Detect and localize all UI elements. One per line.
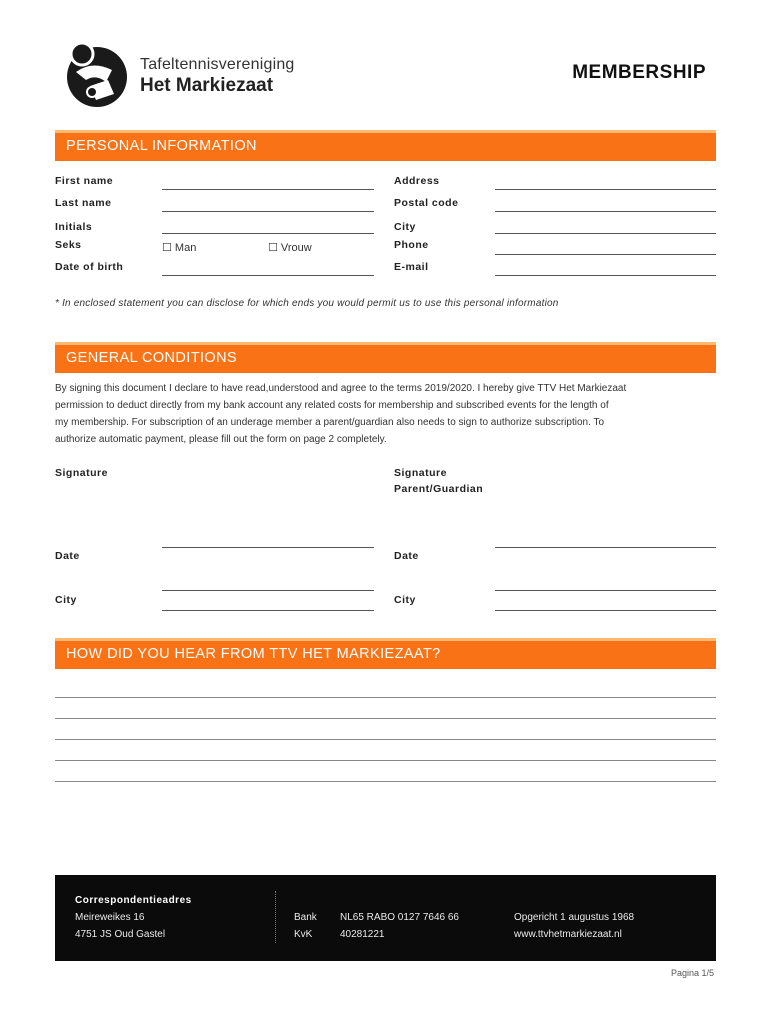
city-label: City <box>394 221 416 233</box>
footer-divider <box>275 891 276 943</box>
date-field-left[interactable] <box>162 590 374 591</box>
founded-date: Opgericht 1 augustus 1968 <box>514 912 635 923</box>
answer-line[interactable] <box>55 697 716 698</box>
initials-label: Initials <box>55 221 93 233</box>
section-personal-information <box>55 130 716 161</box>
city-field-right[interactable] <box>495 610 716 611</box>
date-label-right: Date <box>394 550 419 562</box>
man-checkbox[interactable]: ☐ Man <box>162 242 197 254</box>
phone-label: Phone <box>394 239 429 251</box>
date-of-birth-field[interactable] <box>162 275 374 276</box>
conditions-line: my membership. For subscription of an underage member a parent/guardian also needs to sign to authorize subscription. To <box>55 417 605 428</box>
signature-parent-field[interactable] <box>495 547 716 548</box>
answer-line[interactable] <box>55 760 716 761</box>
logo-text-line2: Het Markiezaat <box>140 75 274 96</box>
privacy-note: * In enclosed statement you can disclose for which ends you would permit us to use this personal information <box>55 298 559 309</box>
answer-line[interactable] <box>55 739 716 740</box>
conditions-line: authorize automatic payment, please fill out the form on page 2 completely. <box>55 434 387 445</box>
signature-parent-label-line2: Parent/Guardian <box>394 483 484 495</box>
section-how-did-you-hear <box>55 638 716 669</box>
kvk-label: KvK <box>294 929 313 940</box>
signature-label: Signature <box>55 467 108 479</box>
correspondence-heading: Correspondentieadres <box>75 895 192 906</box>
date-label-left: Date <box>55 550 80 562</box>
city-label-left: City <box>55 594 77 606</box>
answer-line[interactable] <box>55 781 716 782</box>
footer-street: Meireweikes 16 <box>75 912 145 923</box>
section-general-conditions <box>55 342 716 373</box>
email-label: E-mail <box>394 261 429 273</box>
footer-postcode-city: 4751 JS Oud Gastel <box>75 929 166 940</box>
first-name-field[interactable] <box>162 189 374 190</box>
phone-field[interactable] <box>495 254 716 255</box>
vrouw-checkbox[interactable]: ☐ Vrouw <box>268 242 312 254</box>
kvk-value: 40281221 <box>340 929 385 940</box>
address-label: Address <box>394 175 440 187</box>
first-name-label: First name <box>55 175 114 187</box>
club-logo <box>62 42 312 112</box>
signature-parent-label-line1: Signature <box>394 467 447 479</box>
signature-field[interactable] <box>162 547 374 548</box>
website-link[interactable]: www.ttvhetmarkiezaat.nl <box>514 929 622 940</box>
answer-line[interactable] <box>55 718 716 719</box>
page-number: Pagina 1/5 <box>670 968 714 978</box>
address-field[interactable] <box>495 189 716 190</box>
city-field[interactable] <box>495 233 716 234</box>
table-tennis-player-icon <box>62 42 132 112</box>
postal-code-label: Postal code <box>394 197 459 209</box>
last-name-label: Last name <box>55 197 112 209</box>
conditions-paragraph <box>55 380 717 448</box>
bank-label: Bank <box>294 912 317 923</box>
section-heading: GENERAL CONDITIONS <box>66 350 238 366</box>
document-title: MEMBERSHIP <box>572 62 706 83</box>
bank-value: NL65 RABO 0127 7646 66 <box>340 912 459 923</box>
last-name-field[interactable] <box>162 211 374 212</box>
seks-label: Seks <box>55 239 82 251</box>
conditions-line: permission to deduct directly from my bank account any related costs for membership and subscribed events for the length of <box>55 400 609 411</box>
date-of-birth-label: Date of birth <box>55 261 124 273</box>
initials-field[interactable] <box>162 233 374 234</box>
city-label-right: City <box>394 594 416 606</box>
date-field-right[interactable] <box>495 590 716 591</box>
city-field-left[interactable] <box>162 610 374 611</box>
postal-code-field[interactable] <box>495 211 716 212</box>
logo-text-line1: Tafeltennisvereniging <box>140 56 295 73</box>
section-heading: PERSONAL INFORMATION <box>66 138 257 154</box>
conditions-line: By signing this document I declare to have read,understood and agree to the terms 2019/2020. I hereby give TTV Het Markiezaat <box>55 383 627 394</box>
footer <box>55 875 716 961</box>
section-heading: HOW DID YOU HEAR FROM TTV HET MARKIEZAAT? <box>66 646 441 662</box>
email-field[interactable] <box>495 275 716 276</box>
